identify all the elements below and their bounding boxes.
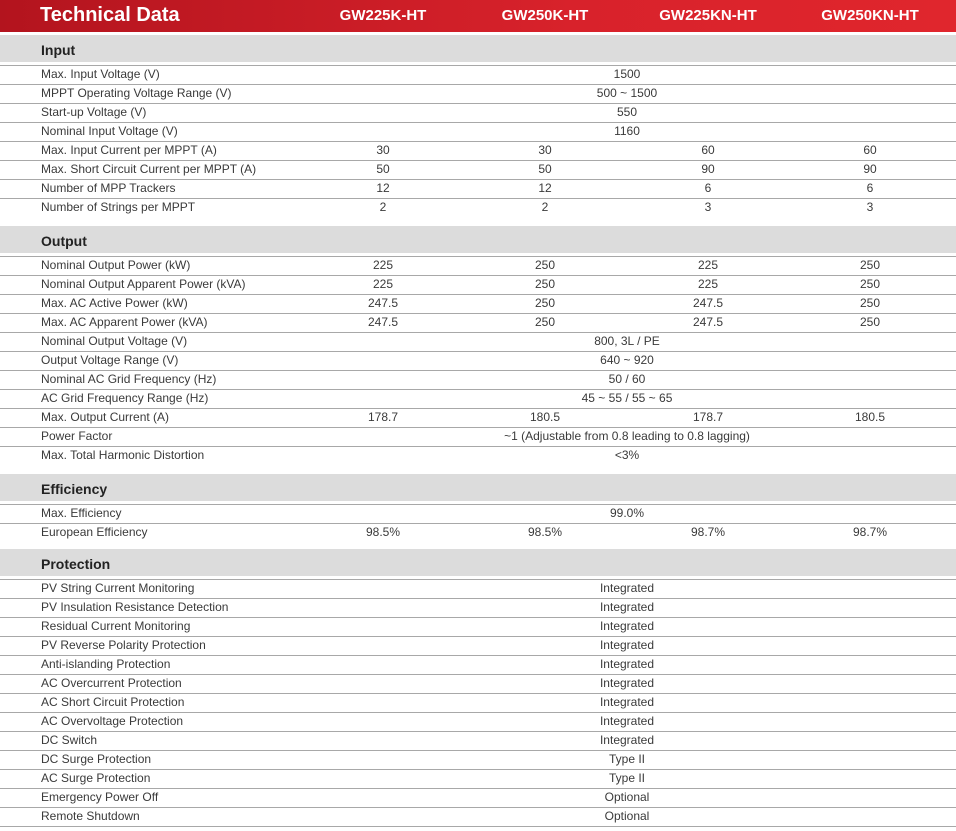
table-row — [0, 636, 956, 655]
table-row — [0, 427, 956, 446]
row-value: 250 — [859, 315, 881, 329]
table-row — [0, 523, 956, 542]
row-value: 247.5 — [692, 315, 724, 329]
row-value-shared: Integrated — [599, 638, 655, 652]
row-value: 250 — [859, 258, 881, 272]
table-row — [0, 807, 956, 826]
row-label: Number of Strings per MPPT — [41, 200, 196, 214]
row-label: Power Factor — [41, 429, 113, 443]
row-value: 50 — [376, 162, 390, 176]
table-header — [0, 0, 956, 32]
model-column-header: GW225K-HT — [339, 7, 427, 24]
row-label: AC Grid Frequency Range (Hz) — [41, 391, 209, 405]
row-label: Max. Input Voltage (V) — [41, 67, 160, 81]
row-value: 3 — [704, 200, 712, 214]
row-label: European Efficiency — [41, 525, 148, 539]
section-title: Input — [41, 42, 76, 58]
row-label: Emergency Power Off — [41, 790, 159, 804]
row-value: 250 — [859, 296, 881, 310]
row-value-shared: Integrated — [599, 619, 655, 633]
row-label: Max. Efficiency — [41, 506, 122, 520]
row-value: 178.7 — [692, 410, 724, 424]
row-value-shared: 800, 3L / PE — [594, 334, 660, 348]
row-value: 2 — [379, 200, 387, 214]
table-row — [0, 674, 956, 693]
row-label: Max. AC Apparent Power (kVA) — [41, 315, 208, 329]
row-label: Max. Output Current (A) — [41, 410, 170, 424]
row-value: 98.7% — [690, 525, 726, 539]
row-value: 12 — [538, 181, 552, 195]
row-value: 225 — [372, 277, 394, 291]
table-row — [0, 179, 956, 198]
row-value-shared: 99.0% — [609, 506, 645, 520]
row-value: 2 — [541, 200, 549, 214]
row-value: 90 — [863, 162, 877, 176]
row-value-shared: Integrated — [599, 676, 655, 690]
model-column-header: GW250K-HT — [501, 7, 589, 24]
row-value: 30 — [376, 143, 390, 157]
row-label: Max. Input Current per MPPT (A) — [41, 143, 217, 157]
row-label: Nominal Output Power (kW) — [41, 258, 191, 272]
table-row — [0, 294, 956, 313]
table-row — [0, 370, 956, 389]
row-value: 250 — [534, 315, 556, 329]
row-value: 3 — [866, 200, 874, 214]
row-value: 98.5% — [527, 525, 563, 539]
table-row — [0, 275, 956, 294]
row-value: 6 — [866, 181, 874, 195]
row-value-shared: Integrated — [599, 695, 655, 709]
table-row — [0, 446, 956, 465]
table-row — [0, 351, 956, 370]
table-row — [0, 65, 956, 84]
row-value-shared: 1160 — [614, 124, 640, 138]
row-value: 98.5% — [365, 525, 401, 539]
row-label: Max. Short Circuit Current per MPPT (A) — [41, 162, 257, 176]
table-row — [0, 103, 956, 122]
table-row — [0, 769, 956, 788]
section-title: Output — [41, 233, 87, 249]
row-value-shared: Integrated — [599, 733, 655, 747]
row-value-shared: ~1 (Adjustable from 0.8 leading to 0.8 lagging) — [504, 429, 750, 443]
row-value: 180.5 — [854, 410, 886, 424]
table-bottom-rule — [0, 826, 956, 827]
row-value: 98.7% — [852, 525, 888, 539]
row-value: 60 — [863, 143, 877, 157]
row-value: 250 — [534, 258, 556, 272]
table-row — [0, 598, 956, 617]
table-row — [0, 332, 956, 351]
row-label: AC Overvoltage Protection — [41, 714, 184, 728]
row-value: 30 — [538, 143, 552, 157]
model-column-header: GW225KN-HT — [659, 7, 757, 24]
section-title: Efficiency — [41, 481, 108, 497]
section-header — [0, 35, 956, 62]
model-column-header: GW250KN-HT — [821, 7, 919, 24]
row-value-shared: Type II — [608, 752, 646, 766]
row-label: Nominal Input Voltage (V) — [41, 124, 178, 138]
section-header — [0, 474, 956, 501]
row-value-shared: Integrated — [599, 714, 655, 728]
row-label: PV String Current Monitoring — [41, 581, 195, 595]
row-label: PV Insulation Resistance Detection — [41, 600, 229, 614]
table-row — [0, 579, 956, 598]
row-value-shared: Integrated — [599, 581, 655, 595]
row-value: 247.5 — [367, 296, 399, 310]
table-row — [0, 141, 956, 160]
row-value-shared: 500 ~ 1500 — [596, 86, 658, 100]
section-title: Protection — [41, 556, 111, 572]
table-row — [0, 122, 956, 141]
row-label: Max. Total Harmonic Distortion — [41, 448, 205, 462]
table-row — [0, 160, 956, 179]
row-label: Nominal Output Voltage (V) — [41, 334, 188, 348]
row-label: Nominal Output Apparent Power (kVA) — [41, 277, 246, 291]
row-value-shared: Optional — [604, 790, 650, 804]
section-header — [0, 226, 956, 253]
row-value: 60 — [701, 143, 715, 157]
row-value-shared: 45 ~ 55 / 55 ~ 65 — [581, 391, 673, 405]
row-value: 50 — [538, 162, 552, 176]
row-value: 225 — [697, 258, 719, 272]
row-label: Anti-islanding Protection — [41, 657, 171, 671]
table-row — [0, 750, 956, 769]
table-row — [0, 617, 956, 636]
row-value: 250 — [534, 277, 556, 291]
row-label: Number of MPP Trackers — [41, 181, 176, 195]
row-label: PV Reverse Polarity Protection — [41, 638, 206, 652]
row-value-shared: Optional — [604, 809, 650, 823]
page-title: Technical Data — [40, 4, 180, 26]
row-value: 180.5 — [529, 410, 561, 424]
row-label: MPPT Operating Voltage Range (V) — [41, 86, 232, 100]
table-row — [0, 712, 956, 731]
table-row — [0, 198, 956, 217]
table-row — [0, 408, 956, 427]
row-label: Output Voltage Range (V) — [41, 353, 179, 367]
table-row — [0, 655, 956, 674]
row-value: 6 — [704, 181, 712, 195]
row-value: 247.5 — [367, 315, 399, 329]
row-value: 225 — [372, 258, 394, 272]
row-label: DC Switch — [41, 733, 98, 747]
table-row — [0, 84, 956, 103]
row-value-shared: 1500 — [613, 67, 641, 81]
table-row — [0, 389, 956, 408]
row-value: 247.5 — [692, 296, 724, 310]
table-row — [0, 731, 956, 750]
row-label: Remote Shutdown — [41, 809, 140, 823]
row-value: 90 — [701, 162, 715, 176]
table-row — [0, 504, 956, 523]
row-label: AC Overcurrent Protection — [41, 676, 182, 690]
row-value-shared: <3% — [614, 448, 640, 462]
row-value: 12 — [376, 181, 390, 195]
table-row — [0, 256, 956, 275]
row-label: AC Surge Protection — [41, 771, 151, 785]
table-row — [0, 788, 956, 807]
section-header — [0, 549, 956, 576]
table-row — [0, 313, 956, 332]
row-value-shared: 550 — [616, 105, 638, 119]
row-label: Start-up Voltage (V) — [41, 105, 147, 119]
row-label: Residual Current Monitoring — [41, 619, 191, 633]
row-label: Nominal AC Grid Frequency (Hz) — [41, 372, 217, 386]
row-value-shared: 640 ~ 920 — [600, 353, 654, 367]
row-label: Max. AC Active Power (kW) — [41, 296, 188, 310]
row-label: DC Surge Protection — [41, 752, 152, 766]
row-value-shared: Type II — [608, 771, 646, 785]
row-value: 250 — [534, 296, 556, 310]
row-value-shared: 50 / 60 — [608, 372, 646, 386]
row-value: 225 — [697, 277, 719, 291]
row-value-shared: Integrated — [599, 657, 655, 671]
table-row — [0, 693, 956, 712]
row-value: 178.7 — [367, 410, 399, 424]
row-label: AC Short Circuit Protection — [41, 695, 185, 709]
row-value: 250 — [859, 277, 881, 291]
row-value-shared: Integrated — [599, 600, 655, 614]
